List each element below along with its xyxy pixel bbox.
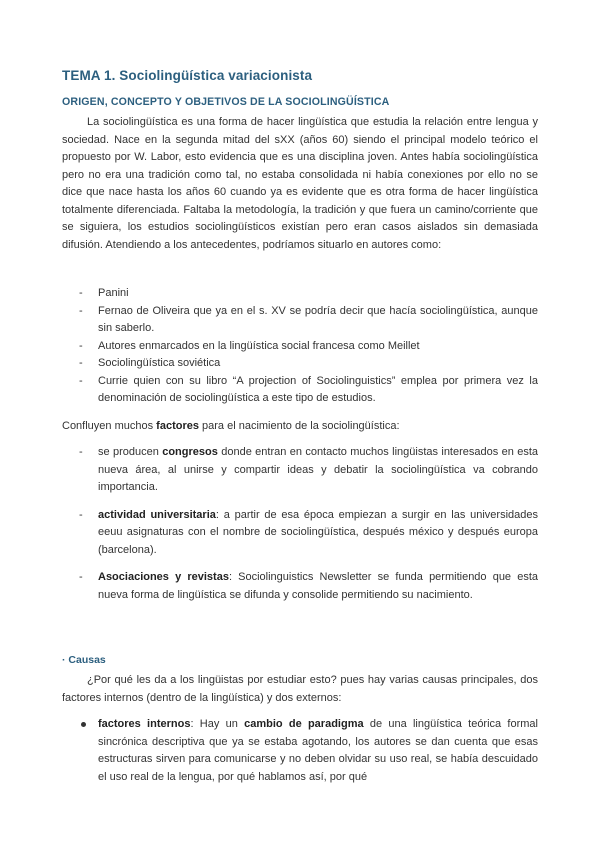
list-item: - se producen congresos donde entran en contacto muchos lingüistas interesados en esta nueva área, al unirse y compartir ideas y debatir la sociolingüística va cobrando importancia. [79,446,538,493]
causes-list [62,716,538,786]
dash-marker: - [79,304,83,317]
list-item: - Panini [62,285,538,303]
dash-marker: - [79,508,83,521]
dash-marker: - [79,571,83,583]
list-item: - actividad universitaria: a partir de esa época empiezan a surgir en las universidades eeuu asignaturas con el nombre de sociolingüística, después méxico y después europa (barcelona). [79,508,538,556]
list-item: - Autores enmarcados en la lingüística social francesa como Meillet [62,338,538,356]
list-item: - Currie quien con su libro “A projection of Sociolinguistics” emplea por primera vez la denominación de sociolingüística a este tipo de estudios. [79,374,538,404]
section-subtitle: ORIGEN, CONCEPTO Y OBJETIVOS DE LA SOCIOLINGÜÍSTICA [62,96,390,108]
page-title: TEMA 1. Sociolingüística variacionista [62,68,313,83]
list-item: factores internos: Hay un cambio de paradigma de una lingüística teórica formal sincrónica descriptiva que ya se estaba agotando, los autores se dan cuenta que esas estructuras sirven para comunicarse y no deben olvidar su uso real, se había descuidado el uso real de la lengua, por qué hablamos así, por qué [62,716,538,786]
antecedents-list [62,285,538,408]
dash-marker: - [79,357,83,369]
factors-list [62,444,538,614]
causes-paragraph: ¿Por qué les da a los lingüistas por estudiar esto? pues hay varias causas principales, dos factores internos (dentro de la lingüística) y dos externos: [62,674,538,704]
list-item: - Asociaciones y revistas: Sociolinguistics Newsletter se funda permitiendo que esta nueva forma de lingüística se difunda y consolide permitiendo su nacimiento. [79,571,538,601]
dash-marker: - [79,446,83,458]
dash-marker: - [79,339,83,352]
intro-paragraph: La sociolingüística es una forma de hacer lingüística que estudia la relación entre lengua y sociedad. Nace en la segunda mitad del sXX (años 60) siendo el principal modelo teórico el propuesto por W. Labor, esto evidencia que es una disciplina joven. Antes había sociolingüística pero no era una tradición como tal, no estaba consolidada ni había conexiones por ello no se dice que nace hasta los años 60 cuando ya es evidente que es otra forma de hacer lingüística totalmente diferenciada. Faltaba la metodología, la tradición y que fuera un camino/corriente que se siguiera, los estudios sociolingüísticos existían pero eran casos aislados sin demasiada difusión. Atendiendo a los antecedentes, podríamos situarlo en autores como: [62,116,538,251]
bullet-icon [81,722,86,727]
dash-marker: - [79,287,83,299]
list-item: - Sociolingüística soviética [62,355,538,373]
causes-heading: · Causas [62,654,106,666]
dash-marker: - [79,374,83,387]
list-item: - Fernao de Oliveira que ya en el s. XV se podría decir que hacía sociolingüística, aunque sin saberlo. [79,304,538,334]
factors-intro: Confluyen muchos factores para el nacimiento de la sociolingüística: [62,420,400,432]
